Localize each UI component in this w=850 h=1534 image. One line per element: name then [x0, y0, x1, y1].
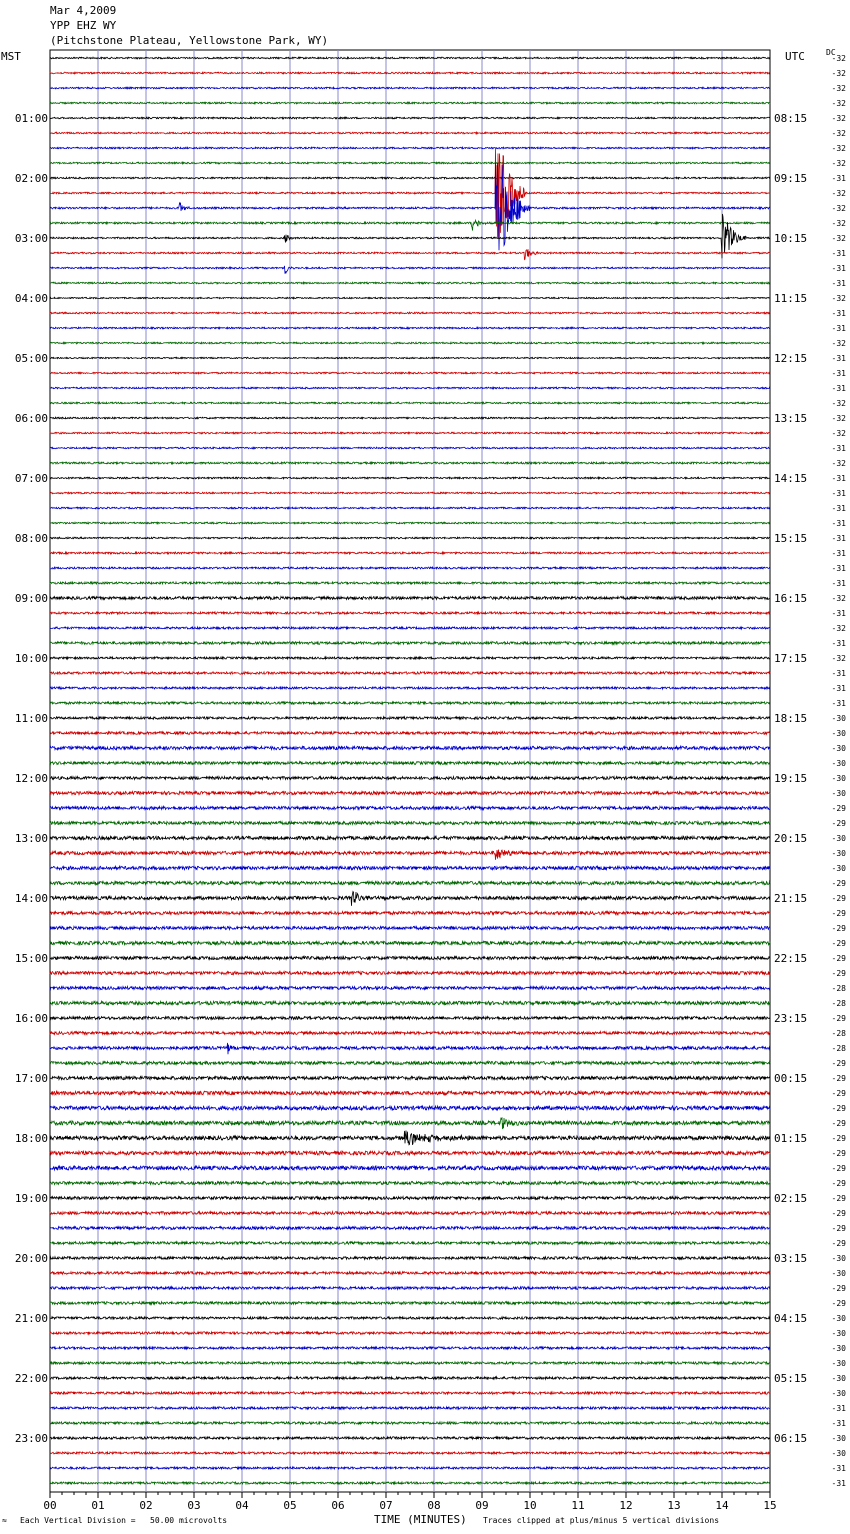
- left-hour-label: 06:00: [14, 412, 48, 425]
- dc-offset-label: -32: [831, 414, 846, 423]
- dc-offset-label: -32: [831, 159, 846, 168]
- dc-offset-label: -29: [831, 1299, 846, 1308]
- trace-row: [50, 1467, 770, 1469]
- dc-offset-label: -30: [831, 834, 846, 843]
- left-hour-label: 01:00: [14, 112, 48, 125]
- dc-offset-label: -31: [831, 504, 846, 513]
- x-tick-label: 13: [667, 1499, 681, 1512]
- left-hour-label: 23:00: [14, 1432, 48, 1445]
- dc-offset-label: -29: [831, 1014, 846, 1023]
- trace-row: [50, 567, 770, 569]
- x-tick-label: 04: [235, 1499, 249, 1512]
- trace-row: [50, 1091, 770, 1095]
- dc-offset-label: -31: [831, 1404, 846, 1413]
- right-hour-label: 22:15: [774, 952, 808, 965]
- right-hour-label: 03:15: [774, 1252, 808, 1265]
- trace-row: [50, 791, 770, 794]
- trace-row: [50, 312, 770, 314]
- dc-offset-label: -31: [831, 534, 846, 543]
- dc-offset-label: -29: [831, 1089, 846, 1098]
- left-hour-label: 05:00: [14, 352, 48, 365]
- trace-row: [50, 117, 770, 119]
- trace-row: [50, 702, 770, 704]
- trace-row: [50, 746, 770, 749]
- header-date: Mar 4,2009: [50, 4, 117, 17]
- footer-mark: ≈: [2, 1516, 7, 1525]
- dc-offset-label: -32: [831, 294, 846, 303]
- trace-row: [50, 477, 770, 479]
- dc-offset-label: -31: [831, 384, 846, 393]
- right-hour-label: 14:15: [774, 472, 808, 485]
- trace-row: [50, 1257, 770, 1260]
- trace-row: [50, 102, 770, 104]
- dc-offset-label: -31: [831, 699, 846, 708]
- dc-offset-label: -32: [831, 459, 846, 468]
- trace-row: [50, 1151, 770, 1155]
- dc-offset-label: -31: [831, 369, 846, 378]
- dc-offset-label: -31: [831, 684, 846, 693]
- dc-offset-label: -29: [831, 1284, 846, 1293]
- dc-offset-label: -30: [831, 1389, 846, 1398]
- trace-row: [50, 1332, 770, 1334]
- trace-row: [50, 612, 770, 614]
- trace-row: [50, 266, 770, 274]
- dc-offset-label: -32: [831, 114, 846, 123]
- left-hour-label: 13:00: [14, 832, 48, 845]
- trace-row: [50, 836, 770, 839]
- right-hour-label: 01:15: [774, 1132, 808, 1145]
- left-hour-label: 03:00: [14, 232, 48, 245]
- dc-offset-label: -31: [831, 639, 846, 648]
- dc-offset-label: -28: [831, 1044, 846, 1053]
- left-hour-label: 02:00: [14, 172, 48, 185]
- dc-offset-label: -32: [831, 654, 846, 663]
- x-axis-label: TIME (MINUTES): [374, 1513, 467, 1526]
- left-hour-label: 08:00: [14, 532, 48, 545]
- trace-row: [50, 866, 770, 869]
- dc-offset-label: -29: [831, 894, 846, 903]
- x-tick-label: 11: [571, 1499, 585, 1512]
- trace-row: [50, 1131, 770, 1145]
- dc-offset-label: -29: [831, 1164, 846, 1173]
- right-hour-label: 17:15: [774, 652, 808, 665]
- trace-row: [50, 87, 770, 89]
- dc-offset-label: -29: [831, 969, 846, 978]
- dc-offset-label: -30: [831, 744, 846, 753]
- right-hour-label: 08:15: [774, 112, 808, 125]
- dc-offset-label: -29: [831, 1149, 846, 1158]
- dc-offset-label: -30: [831, 729, 846, 738]
- trace-row: [50, 1437, 770, 1439]
- footer-clip-note: Traces clipped at plus/minus 5 vertical divisions: [483, 1516, 720, 1525]
- right-hour-label: 06:15: [774, 1432, 808, 1445]
- trace-row: [50, 1197, 770, 1200]
- trace-row: [50, 687, 770, 689]
- trace-row: [50, 1043, 770, 1054]
- dc-offset-label: -32: [831, 69, 846, 78]
- dc-offset-label: -30: [831, 1449, 846, 1458]
- right-hour-label: 19:15: [774, 772, 808, 785]
- dc-offset-label: -32: [831, 594, 846, 603]
- left-hour-label: 07:00: [14, 472, 48, 485]
- right-hour-label: 21:15: [774, 892, 808, 905]
- dc-label: DC: [826, 48, 836, 57]
- right-hour-label: 00:15: [774, 1072, 808, 1085]
- right-hour-label: 13:15: [774, 412, 808, 425]
- footer-division-note: Each Vertical Division = 50.00 microvolts: [20, 1516, 228, 1525]
- trace-row: [50, 1482, 770, 1484]
- trace-row: [50, 327, 770, 329]
- dc-offset-label: -31: [831, 669, 846, 678]
- trace-row: [50, 1061, 770, 1064]
- dc-offset-label: -29: [831, 1209, 846, 1218]
- trace-row: [50, 1001, 770, 1004]
- dc-offset-label: -30: [831, 789, 846, 798]
- dc-offset-label: -29: [831, 909, 846, 918]
- trace-row: [50, 1317, 770, 1319]
- dc-offset-label: -31: [831, 1479, 846, 1488]
- trace-row: [50, 941, 770, 944]
- trace-row: [50, 892, 770, 906]
- dc-offset-label: -31: [831, 564, 846, 573]
- x-tick-label: 14: [715, 1499, 729, 1512]
- dc-offset-label: -32: [831, 189, 846, 198]
- dc-offset-label: -29: [831, 1179, 846, 1188]
- trace-row: [50, 462, 770, 464]
- trace-row: [50, 1392, 770, 1394]
- dc-offset-label: -32: [831, 129, 846, 138]
- left-hour-label: 22:00: [14, 1372, 48, 1385]
- trace-row: [50, 432, 770, 434]
- dc-offset-label: -32: [831, 399, 846, 408]
- trace-row: [50, 147, 770, 149]
- trace-row: [50, 1362, 770, 1364]
- dc-offset-label: -31: [831, 1419, 846, 1428]
- dc-offset-label: -29: [831, 1059, 846, 1068]
- dc-offset-label: -32: [831, 144, 846, 153]
- x-tick-label: 09: [475, 1499, 489, 1512]
- trace-row: [50, 1106, 770, 1110]
- left-hour-label: 21:00: [14, 1312, 48, 1325]
- trace-row: [50, 672, 770, 674]
- left-hour-label: 10:00: [14, 652, 48, 665]
- dc-offset-label: -30: [831, 849, 846, 858]
- dc-offset-label: -29: [831, 819, 846, 828]
- right-hour-label: 23:15: [774, 1012, 808, 1025]
- trace-row: [50, 597, 770, 600]
- trace-row: [50, 1287, 770, 1290]
- trace-row: [50, 806, 770, 809]
- trace-row: [50, 627, 770, 629]
- left-hour-label: 14:00: [14, 892, 48, 905]
- trace-row: [50, 522, 770, 524]
- trace-row: [50, 1422, 770, 1424]
- dc-offset-label: -29: [831, 1194, 846, 1203]
- header-station: YPP EHZ WY: [50, 19, 117, 32]
- dc-offset-label: -30: [831, 774, 846, 783]
- left-hour-label: 04:00: [14, 292, 48, 305]
- right-hour-label: 15:15: [774, 532, 808, 545]
- trace-row: [50, 1347, 770, 1349]
- dc-offset-label: -30: [831, 1374, 846, 1383]
- dc-offset-label: -32: [831, 54, 846, 63]
- dc-offset-label: -32: [831, 84, 846, 93]
- trace-row: [50, 1118, 770, 1130]
- dc-offset-label: -29: [831, 939, 846, 948]
- trace-row: [50, 956, 770, 959]
- trace-row: [50, 249, 770, 260]
- x-tick-label: 10: [523, 1499, 537, 1512]
- right-hour-label: 09:15: [774, 172, 808, 185]
- trace-row: [50, 1017, 770, 1020]
- dc-offset-label: -30: [831, 714, 846, 723]
- trace-row: [50, 507, 770, 509]
- header-location: (Pitchstone Plateau, Yellowstone Park, WY): [50, 34, 329, 47]
- dc-offset-label: -31: [831, 324, 846, 333]
- right-hour-label: 18:15: [774, 712, 808, 725]
- dc-offset-label: -30: [831, 864, 846, 873]
- dc-offset-label: -29: [831, 1104, 846, 1113]
- trace-row: [50, 132, 770, 134]
- right-timezone-label: UTC: [785, 50, 805, 63]
- dc-offset-label: -29: [831, 1074, 846, 1083]
- dc-offset-label: -32: [831, 234, 846, 243]
- dc-offset-label: -29: [831, 954, 846, 963]
- trace-row: [50, 357, 770, 358]
- trace-row: [50, 417, 770, 419]
- x-tick-label: 08: [427, 1499, 441, 1512]
- trace-row: [50, 717, 770, 719]
- trace-row: [50, 850, 770, 860]
- trace-row: [50, 777, 770, 780]
- trace-row: [50, 1212, 770, 1215]
- x-tick-label: 05: [283, 1499, 297, 1512]
- dc-offset-label: -32: [831, 99, 846, 108]
- dc-offset-label: -30: [831, 1344, 846, 1353]
- dc-offset-label: -31: [831, 489, 846, 498]
- trace-row: [50, 177, 770, 179]
- trace-row: [50, 214, 770, 258]
- trace-row: [50, 492, 770, 494]
- left-hour-label: 18:00: [14, 1132, 48, 1145]
- dc-offset-label: -31: [831, 579, 846, 588]
- right-hour-label: 10:15: [774, 232, 808, 245]
- right-hour-label: 20:15: [774, 832, 808, 845]
- plot-frame: [50, 50, 770, 1492]
- left-hour-label: 17:00: [14, 1072, 48, 1085]
- x-tick-label: 06: [331, 1499, 345, 1512]
- dc-offset-label: -29: [831, 924, 846, 933]
- x-tick-label: 01: [91, 1499, 105, 1512]
- trace-row: [50, 342, 770, 344]
- left-hour-label: 19:00: [14, 1192, 48, 1205]
- dc-offset-label: -31: [831, 1464, 846, 1473]
- dc-offset-label: -29: [831, 1134, 846, 1143]
- trace-row: [50, 402, 770, 404]
- dc-offset-label: -32: [831, 339, 846, 348]
- left-hour-label: 20:00: [14, 1252, 48, 1265]
- trace-row: [50, 387, 770, 389]
- trace-row: [50, 821, 770, 824]
- left-hour-label: 12:00: [14, 772, 48, 785]
- trace-row: [50, 926, 770, 929]
- dc-offset-label: -30: [831, 1329, 846, 1338]
- left-hour-label: 16:00: [14, 1012, 48, 1025]
- dc-offset-label: -31: [831, 549, 846, 558]
- right-hour-label: 11:15: [774, 292, 808, 305]
- x-tick-label: 12: [619, 1499, 633, 1512]
- dc-offset-label: -31: [831, 609, 846, 618]
- trace-row: [50, 657, 770, 659]
- trace-row: [50, 762, 770, 765]
- left-hour-label: 15:00: [14, 952, 48, 965]
- trace-row: [50, 971, 770, 974]
- trace-row: [50, 732, 770, 735]
- trace-row: [50, 1242, 770, 1245]
- trace-row: [50, 57, 770, 59]
- dc-offset-label: -28: [831, 1029, 846, 1038]
- left-hour-label: 09:00: [14, 592, 48, 605]
- dc-offset-label: -30: [831, 1254, 846, 1263]
- trace-row: [50, 552, 770, 554]
- trace-row: [50, 148, 770, 238]
- x-tick-label: 15: [763, 1499, 777, 1512]
- trace-row: [50, 1032, 770, 1035]
- dc-offset-label: -31: [831, 444, 846, 453]
- trace-row: [50, 1452, 770, 1454]
- dc-offset-label: -31: [831, 174, 846, 183]
- trace-row: [50, 162, 770, 164]
- left-timezone-label: MST: [1, 50, 21, 63]
- trace-row: [50, 911, 770, 914]
- dc-offset-label: -30: [831, 759, 846, 768]
- trace-row: [50, 1377, 770, 1379]
- trace-row: [50, 220, 770, 230]
- dc-offset-label: -29: [831, 1224, 846, 1233]
- trace-row: [50, 372, 770, 374]
- dc-offset-label: -30: [831, 1434, 846, 1443]
- dc-offset-label: -31: [831, 264, 846, 273]
- trace-row: [50, 881, 770, 884]
- dc-offset-label: -31: [831, 249, 846, 258]
- dc-offset-label: -29: [831, 879, 846, 888]
- trace-row: [50, 447, 770, 449]
- dc-offset-label: -30: [831, 1359, 846, 1368]
- dc-offset-label: -32: [831, 429, 846, 438]
- trace-row: [50, 537, 770, 539]
- trace-row: [50, 1076, 770, 1079]
- dc-offset-label: -31: [831, 354, 846, 363]
- dc-offset-label: -31: [831, 309, 846, 318]
- trace-row: [50, 297, 770, 298]
- x-tick-label: 02: [139, 1499, 153, 1512]
- dc-offset-label: -30: [831, 1269, 846, 1278]
- dc-offset-label: -31: [831, 519, 846, 528]
- dc-offset-label: -32: [831, 219, 846, 228]
- dc-offset-label: -28: [831, 999, 846, 1008]
- right-hour-label: 05:15: [774, 1372, 808, 1385]
- trace-row: [50, 72, 770, 74]
- trace-row: [50, 1227, 770, 1230]
- dc-offset-label: -29: [831, 1239, 846, 1248]
- dc-offset-label: -30: [831, 1314, 846, 1323]
- left-hour-label: 11:00: [14, 712, 48, 725]
- dc-offset-label: -31: [831, 474, 846, 483]
- trace-row: [50, 282, 770, 284]
- trace-row: [50, 986, 770, 989]
- trace-row: [50, 642, 770, 645]
- x-tick-label: 03: [187, 1499, 201, 1512]
- trace-row: [50, 1166, 770, 1170]
- right-hour-label: 04:15: [774, 1312, 808, 1325]
- dc-offset-label: -31: [831, 279, 846, 288]
- x-tick-label: 00: [43, 1499, 57, 1512]
- dc-offset-label: -28: [831, 984, 846, 993]
- trace-row: [50, 1181, 770, 1184]
- dc-offset-label: -29: [831, 804, 846, 813]
- trace-row: [50, 1272, 770, 1275]
- dc-offset-label: -32: [831, 204, 846, 213]
- right-hour-label: 16:15: [774, 592, 808, 605]
- trace-row: [50, 1407, 770, 1409]
- x-tick-label: 07: [379, 1499, 393, 1512]
- right-hour-label: 12:15: [774, 352, 808, 365]
- trace-row: [50, 582, 770, 584]
- trace-row: [50, 1302, 770, 1305]
- dc-offset-label: -29: [831, 1119, 846, 1128]
- dc-offset-label: -32: [831, 624, 846, 633]
- right-hour-label: 02:15: [774, 1192, 808, 1205]
